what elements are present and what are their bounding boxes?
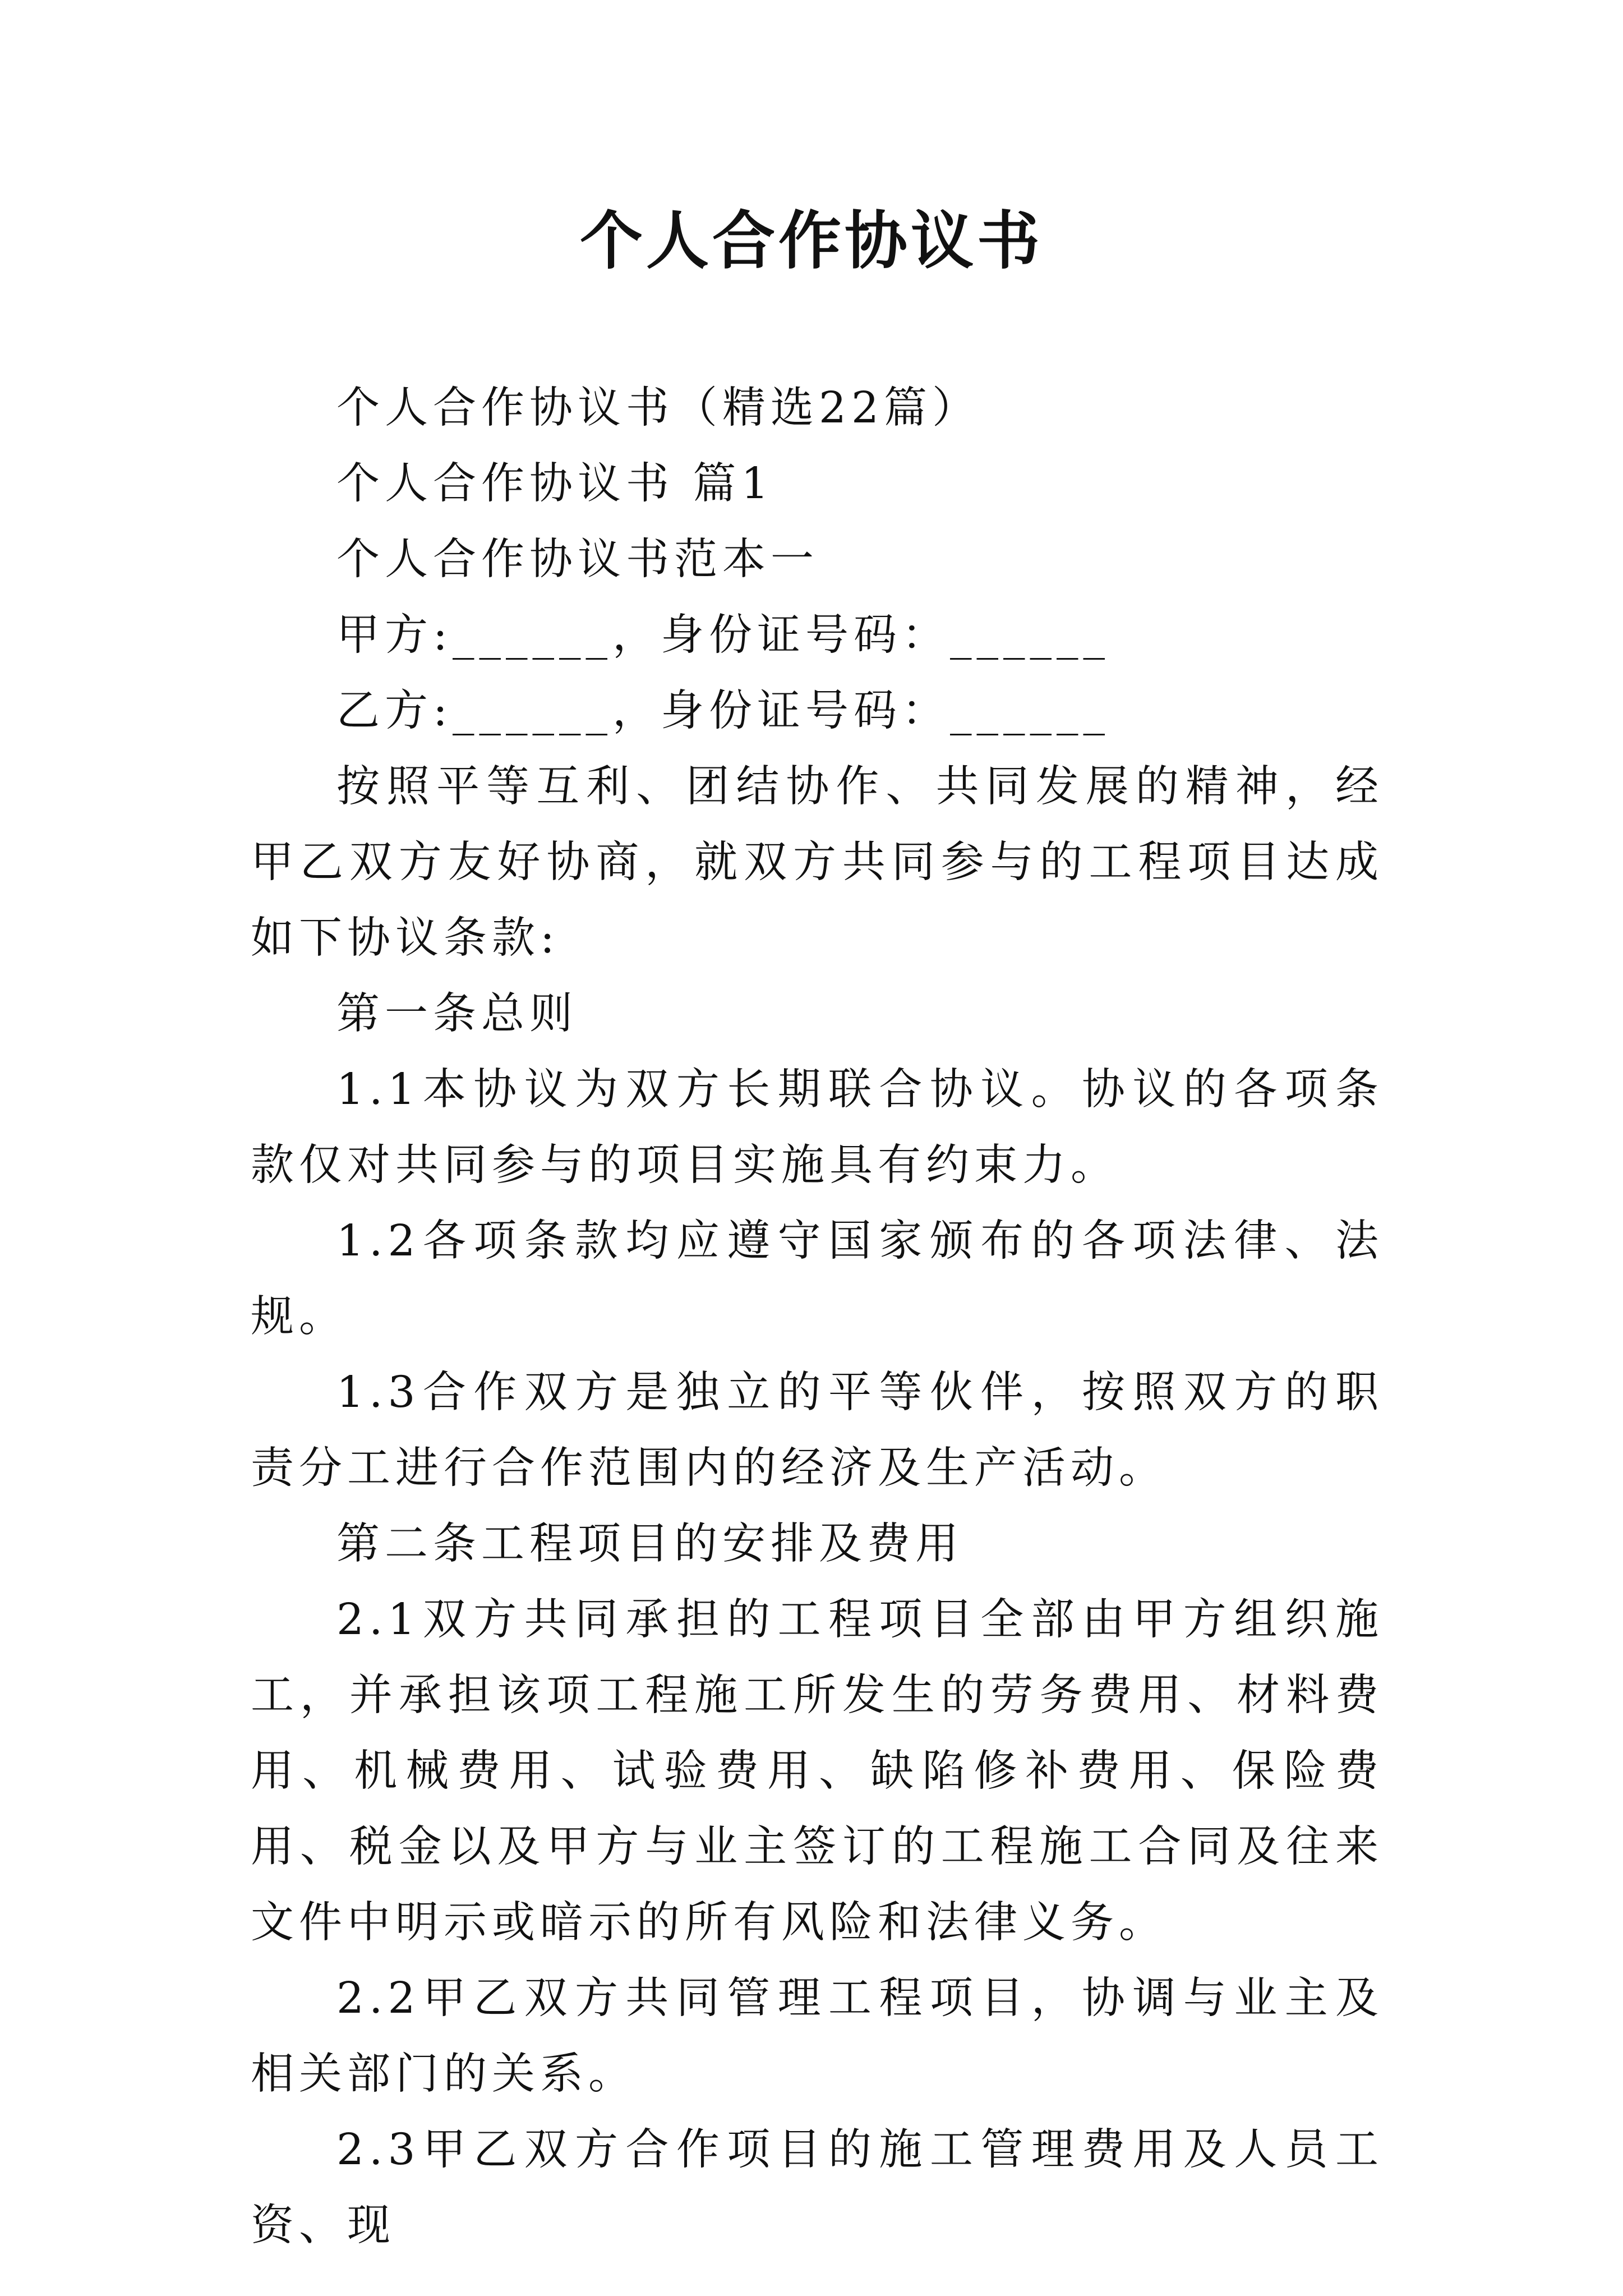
clause-2-3: 2.3甲乙双方合作项目的施工管理费用及人员工资、现 [251,2125,1384,2251]
article-2-heading: 第二条工程项目的安排及费用 [336,1519,963,1569]
clause-1-2: 1.2各项条款均应遵守国家颁布的各项法律、法规。 [251,1216,1384,1342]
clause-2-1: 2.1双方共同承担的工程项目全部由甲方组织施工，并承担该项工程施工所发生的劳务费用、材料费用、机械费用、试验费用、缺陷修补费用、保险费用、税金以及甲方与业主签订的工程施工合同及往来文件中明示或暗示的所有风险和法律义务。 [251,1595,1384,1948]
party-a-line: 甲方:______，身份证号码：______ [336,610,1110,660]
clause-1-3: 1.3合作双方是独立的平等伙伴，按照双方的职责分工进行合作范围内的经济及生产活动。 [251,1368,1384,1493]
clause-2-2: 2.2甲乙双方共同管理工程项目，协调与业主及相关部门的关系。 [251,1973,1384,2099]
section-heading: 个人合作协议书 篇1 [336,459,774,509]
article-1-heading: 第一条总则 [336,989,578,1039]
clause-1-1: 1.1本协议为双方长期联合协议。协议的各项条款仅对共同参与的项目实施具有约束力。 [251,1065,1384,1190]
document-title: 个人合作协议书 [580,204,1043,278]
party-b-line: 乙方:______，身份证号码：______ [336,686,1110,736]
subtitle-paragraph: 个人合作协议书（精选22篇） [336,383,980,433]
document-body [251,370,1384,2263]
template-heading: 个人合作协议书范本一 [336,535,819,585]
preamble-paragraph: 按照平等互利、团结协作、共同发展的精神，经甲乙双方友好协商，就双方共同参与的工程项目达成如下协议条款: [251,762,1384,963]
